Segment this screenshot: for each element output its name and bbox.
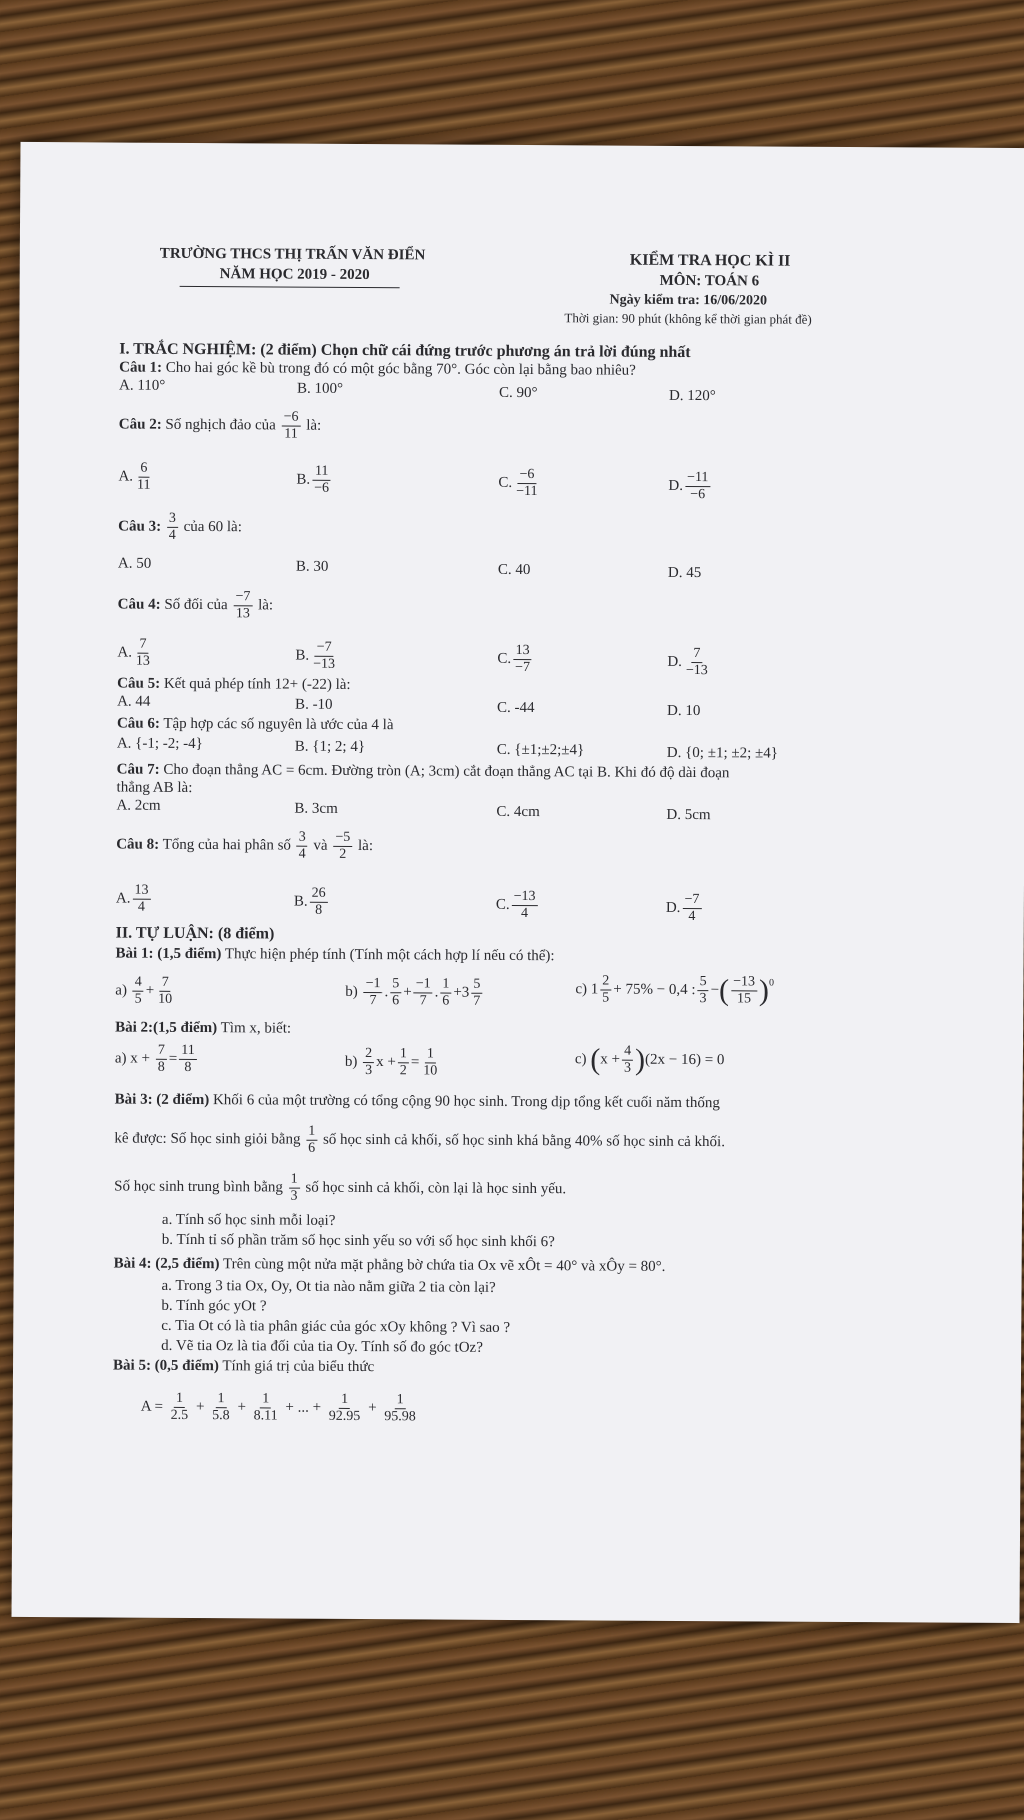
q4-a-label: A. (117, 644, 133, 661)
q4-option-c (497, 643, 534, 676)
q1-option-d: D. 120° (668, 387, 716, 405)
q8-a-num: 13 (132, 883, 150, 900)
q7-option-c: C. 4cm (496, 803, 540, 821)
bai5-expression: A = $\frac{1}{2.5}$ + $\frac{1}{5.8}$ + $\frac{1}{8.11}$ + ... + $\frac{1}{92.95}$ + $\frac{1}{95.98}$ (141, 1391, 420, 1426)
q1-option-b: B. 100° (296, 380, 344, 397)
q7-text: Cho đoạn thẳng AC = 6cm. Đường tròn (A; 3cm) cắt đoạn thẳng AC tại B. Khi đó độ dài đoạn (163, 761, 730, 782)
bai2-text: Tìm x, biết: (220, 1020, 292, 1037)
q3-option-a: A. 50 (117, 555, 152, 572)
q4-b-label: B. (295, 647, 310, 664)
q7-label: Câu 7: (116, 761, 160, 778)
header-underline (180, 286, 400, 288)
q7-option-a: A. 2cm (116, 797, 161, 814)
bai3-line3-a: Số học sinh trung bình bằng (114, 1178, 283, 1196)
q6-option-c: C. {±1;±2;±4} (496, 741, 585, 759)
q2-d-label: D. (668, 477, 684, 494)
q5-label: Câu 5: (117, 675, 161, 692)
q5-option-d: D. 10 (667, 702, 701, 720)
q2-d-den: −6 (690, 487, 706, 503)
bai2-c-label: c) (574, 1051, 587, 1068)
bai2-a: a) x + $\frac{7}{8}$ = $\frac{11}{8}$ (114, 1042, 195, 1075)
exam-date: Ngày kiểm tra: 16/06/2020 (609, 292, 768, 309)
bai3-text: Khối 6 của một trường có tổng cộng 90 học sinh. Trong dịp tổng kết cuối năm thống (212, 1092, 720, 1112)
q7-text-2: thẳng AB là: (116, 779, 193, 796)
bai3-question-a: a. Tính số học sinh mỗi loại? (161, 1211, 336, 1229)
q8-label: Câu 8: (116, 836, 160, 853)
q2-post: là: (306, 417, 322, 434)
q3-option-d: D. 45 (667, 564, 702, 582)
q5-option-c: C. -44 (497, 699, 535, 717)
bai3-line-3: Số học sinh trung bình bằng $\frac{1}{3}$ số học sinh cả khối, còn lại là học sinh yếu. (114, 1171, 567, 1204)
q3-option-b: B. 30 (295, 558, 329, 575)
q4-c-label: C. (497, 650, 512, 667)
bai1-b: b) $\frac{-1}{7}$ . $\frac{5}{6}$ + $\frac{-1}{7}$ . $\frac{1}{6}$ +3 $\frac{5}{7}$ (345, 976, 481, 1009)
q4-num: −7 (233, 589, 252, 606)
question-8 (116, 829, 373, 864)
bai1-label: Bài 1: (1,5 điểm) (115, 945, 222, 963)
bai3-line-2: kê được: Số học sinh giỏi bằng $\frac{1}{6}$ số học sinh cả khối, số học sinh khá bằng 40% số học sinh cả khối. (114, 1123, 726, 1156)
q8-f2-num: −5 (333, 830, 352, 847)
q8-f1-num: 3 (297, 830, 308, 847)
q4-post: là: (258, 597, 274, 614)
bai1-c-exponent: 0 (768, 977, 775, 989)
bai1-c: c) 1 $\frac{2}{5}$ + 75% − 0,4 : $\frac{5}{3}$ −( $\frac{-13}{15}$ )$^0$ (575, 973, 775, 1008)
q4-c-num: 13 (514, 643, 532, 660)
q8-d-label: D. (665, 899, 681, 916)
q1-text: Cho hai góc kề bù trong đó có một góc bằng 70°. Góc còn lại bằng bao nhiêu? (165, 359, 636, 379)
q2-num: −6 (282, 410, 301, 427)
school-name: TRƯỜNG THCS THỊ TRẤN VĂN ĐIỂN (159, 245, 426, 264)
q2-option-c (498, 467, 541, 500)
q2-b-den: −6 (314, 480, 330, 496)
q2-den: 11 (284, 426, 298, 442)
bai-1 (116, 945, 555, 966)
q2-c-label: C. (498, 474, 513, 491)
q1-option-a: A. 110° (118, 377, 166, 394)
question-1 (119, 359, 636, 380)
q6-option-b: B. {1; 2; 4} (294, 738, 366, 756)
q2-a-den: 11 (136, 477, 151, 493)
exam-title: KIỂM TRA HỌC KÌ II (629, 251, 791, 270)
bai-3 (115, 1091, 720, 1113)
bai5-term-4: $\frac{1}{92.95}$ (328, 1391, 361, 1425)
bai4-text: Trên cùng một nửa mặt phẳng bờ chứa tia Ox vẽ xÔt = 40° và xÔy = 80°. (222, 1256, 666, 1275)
bai3-line3-b: số học sinh cả khối, còn lại là học sinh yếu. (305, 1179, 567, 1198)
bai-4 (114, 1255, 666, 1276)
q4-d-label: D. (667, 653, 682, 670)
q1-label: Câu 1: (119, 359, 163, 376)
q8-text: Tổng của hai phân số (162, 836, 291, 854)
q8-a-den: 4 (137, 899, 145, 915)
q8-option-a (116, 883, 153, 916)
q4-a-den: 13 (135, 653, 150, 669)
q8-f2-den: 2 (339, 846, 347, 862)
q3-post: của 60 là: (183, 518, 242, 536)
part2-title: II. TỰ LUẬN: (8 điểm) (115, 924, 275, 943)
bai5-ellipsis: + ... + (285, 1399, 322, 1416)
q8-b-label: B. (293, 893, 308, 910)
q4-d-num: 7 (691, 646, 702, 663)
bai4-label: Bài 4: (2,5 điểm) (113, 1255, 220, 1273)
bai1-text: Thực hiện phép tính (Tính một cách hợp lí nếu có thể): (224, 946, 555, 965)
bai3-label: Bài 3: (2 điểm) (114, 1091, 210, 1109)
q2-option-d (668, 470, 712, 503)
q8-post: là: (357, 837, 374, 855)
bai4-question-a: a. Trong 3 tia Ox, Oy, Ot tia nào nằm giữa 2 tia còn lại? (161, 1277, 496, 1296)
q5-text: Kết quả phép tính 12+ (-22) là: (163, 675, 351, 693)
q6-label: Câu 6: (116, 715, 160, 732)
q8-b-den: 8 (315, 902, 323, 918)
bai4-question-d: d. Vẽ tia Oz là tia đối của tia Oy. Tính số đo góc tOz? (161, 1337, 483, 1356)
part1-title: I. TRẮC NGHIỆM: (2 điểm) Chọn chữ cái đứng trước phương án trả lời đúng nhất (119, 340, 691, 362)
q2-fraction (281, 410, 300, 443)
question-4 (118, 589, 274, 623)
q2-text: Số nghịch đảo của (165, 416, 276, 434)
q5-option-a: A. 44 (117, 693, 151, 710)
q2-d-num: −11 (685, 470, 710, 487)
q3-option-c: C. 40 (497, 561, 531, 579)
q4-text: Số đối của (164, 596, 228, 614)
q2-option-b (296, 464, 333, 497)
school-year: NĂM HỌC 2019 - 2020 (219, 266, 370, 284)
q8-c-label: C. (495, 896, 510, 913)
question-5 (117, 675, 351, 694)
exam-time: Thời gian: 90 phút (không kể thời gian phát đề) (564, 310, 812, 327)
q1-option-c: C. 90° (498, 384, 538, 402)
q6-option-a: A. {-1; -2; -4} (116, 735, 203, 753)
q8-mid: và (313, 837, 328, 854)
q4-b-den: −13 (313, 656, 336, 672)
q3-num: 3 (167, 511, 178, 528)
q7-option-d: D. 5cm (666, 806, 711, 824)
q2-a-num: 6 (138, 461, 149, 478)
q4-label: Câu 4: (117, 596, 161, 613)
bai-2 (115, 1019, 291, 1038)
q8-d-num: −7 (682, 892, 701, 909)
q8-option-b (294, 886, 330, 919)
bai4-question-c: c. Tia Ot có là tia phân giác của góc xOy không ? Vì sao ? (161, 1317, 511, 1336)
q8-option-d (666, 892, 704, 925)
q2-c-num: −6 (517, 467, 536, 484)
q6-option-d: D. {0; ±1; ±2; ±4} (666, 744, 779, 762)
q2-a-label: A. (118, 468, 134, 485)
bai5-label: Bài 5: (0,5 điểm) (112, 1357, 219, 1375)
q8-c-num: −13 (512, 889, 538, 906)
bai4-question-b: b. Tính góc yOt ? (161, 1297, 267, 1315)
q4-option-b (295, 640, 339, 673)
bai5-term-2: $\frac{1}{5.8}$ (212, 1391, 230, 1424)
bai2-c-expr: (2x − 16) = 0 (644, 1051, 725, 1069)
bai1-c-percent: + 75% − 0,4 : (613, 981, 696, 999)
bai2-b: b) $\frac{2}{3}$ x + $\frac{1}{2}$ = $\frac{1}{10}$ (344, 1046, 438, 1079)
q3-label: Câu 3: (118, 518, 162, 535)
q2-b-label: B. (296, 471, 311, 488)
question-6 (117, 715, 394, 735)
q4-c-den: −7 (515, 659, 531, 676)
q8-b-num: 26 (310, 886, 328, 903)
q8-d-den: 4 (688, 909, 696, 925)
q4-option-a (117, 637, 154, 670)
bai2-c: c) (x + $\frac{4}{3}$ )(2x − 16) = 0 (574, 1042, 725, 1077)
q2-b-num: 11 (313, 464, 331, 481)
q6-text: Tập hợp các số nguyên là ước của 4 là (163, 715, 394, 734)
q8-option-c (496, 889, 540, 922)
q5-option-b: B. -10 (295, 696, 333, 713)
q7-option-b: B. 3cm (294, 800, 338, 817)
subject: MÔN: TOÁN 6 (659, 272, 760, 290)
q8-f1-den: 4 (298, 846, 306, 862)
q4-b-num: −7 (315, 640, 334, 657)
bai5-term-5: $\frac{1}{95.98}$ (384, 1392, 416, 1425)
q3-den: 4 (168, 527, 176, 543)
q4-option-d (667, 646, 712, 679)
q4-a-num: 7 (137, 637, 148, 654)
q2-option-a (118, 461, 154, 494)
q4-den: 13 (235, 606, 250, 622)
bai2-label: Bài 2:(1,5 điểm) (115, 1019, 218, 1037)
bai3-question-b: b. Tính tỉ số phần trăm số học sinh yếu so với số học sinh khối 6? (161, 1231, 555, 1251)
question-7 (117, 761, 730, 783)
bai1-b-label: b) (345, 983, 358, 1000)
q8-c-den: 4 (520, 906, 529, 922)
question-3 (118, 511, 242, 545)
q4-d-den: −13 (685, 663, 708, 679)
bai1-a-label: a) (115, 982, 128, 999)
bai5-term-3: $\frac{1}{8.11}$ (253, 1391, 278, 1424)
bai1-a: a) $\frac{4}{5}$ + $\frac{7}{10}$ (115, 974, 173, 1007)
question-2 (119, 409, 322, 443)
q8-a-label: A. (115, 890, 131, 907)
exam-paper (12, 142, 1024, 1623)
bai-5 (113, 1357, 374, 1377)
bai2-b-label: b) (344, 1053, 358, 1070)
bai5-lhs: A = (140, 1398, 164, 1415)
bai3-line2-b: số học sinh cả khối, số học sinh khá bằng 40% số học sinh cả khối. (322, 1131, 726, 1151)
bai2-a-label: a) (114, 1050, 127, 1067)
q2-label: Câu 2: (118, 416, 162, 433)
bai5-term-1: $\frac{1}{2.5}$ (170, 1390, 189, 1423)
bai5-text: Tính giá trị của biểu thức (222, 1358, 375, 1376)
q2-c-den: −11 (516, 483, 538, 500)
bai1-c-label: c) (575, 981, 588, 998)
bai3-line2-a: kê được: Số học sinh giỏi bằng (114, 1130, 301, 1148)
